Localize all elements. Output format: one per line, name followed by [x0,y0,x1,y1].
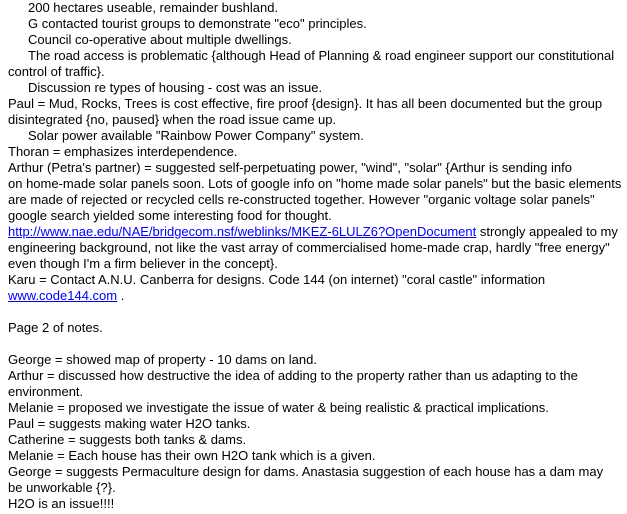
note-line: Catherine = suggests both tanks & dams. [8,432,247,447]
note-line: engineering background, not like the vast array of commercialised home-made crap, hardly "free energy" [8,240,610,255]
note-line: Solar power available "Rainbow Power Company" system. [28,128,364,143]
note-line: google search yielded some interesting food for thought. [8,208,332,223]
note-line: on home-made solar panels soon. Lots of google info on "home made solar panels" but the basic elements [8,176,622,191]
note-line: disintegrated {no, paused} when the road issue came up. [8,112,337,127]
note-line: George = suggests Permaculture design for dams. Anastasia suggestion of each house has a dam may [8,464,604,479]
note-line: Discussion re types of housing - cost was an issue. [28,80,323,95]
note-line: The road access is problematic {although Head of Planning & road engineer support our constitutional [28,48,615,63]
note-line: George = showed map of property - 10 dams on land. [8,352,317,367]
page2-heading: Page 2 of notes. [8,320,103,335]
note-line: Thoran = emphasizes interdependence. [8,144,238,159]
note-line: Karu = Contact A.N.U. Canberra for designs. Code 144 (on internet) "coral castle" information [8,272,546,287]
note-line: even though I'm a firm believer in the concept}. [8,256,278,271]
nae-link[interactable]: http://www.nae.edu/NAE/bridgecom.nsf/weblinks/MKEZ-6LULZ6?OpenDocument [8,224,477,239]
notes-document [8,0,627,512]
note-line: Council co-operative about multiple dwellings. [28,32,292,47]
note-line [8,224,627,240]
note-line: Arthur (Petra's partner) = suggested self-perpetuating power, "wind", "solar" {Arthur is sending info [8,160,572,175]
note-line [8,288,627,304]
note-line: H2O is an issue!!!! [8,496,115,511]
note-line: are made of rejected or recycled cells re-constructed together. However "organic voltage solar panels" [8,192,595,207]
blank-line [8,336,627,352]
note-line: G contacted tourist groups to demonstrate "eco" principles. [28,16,367,31]
note-line: Paul = Mud, Rocks, Trees is cost effective, fire proof {design}. It has all been documented but the group [8,96,603,111]
code144-link[interactable]: www.code144.com [8,288,118,303]
note-text: . [117,288,125,303]
note-line: Melanie = proposed we investigate the issue of water & being realistic & practical implications. [8,400,549,415]
note-line: Melanie = Each house has their own H2O tank which is a given. [8,448,376,463]
note-line: be unworkable {?}. [8,480,116,495]
note-line: 200 hectares useable, remainder bushland. [28,0,279,15]
note-line: control of traffic}. [8,64,105,79]
note-line: Paul = suggests making water H2O tanks. [8,416,251,431]
note-line: environment. [8,384,84,399]
blank-line [8,304,627,320]
note-line: Arthur = discussed how destructive the idea of adding to the property rather than us adapting to the [8,368,578,383]
note-text: strongly appealed to my [476,224,618,239]
